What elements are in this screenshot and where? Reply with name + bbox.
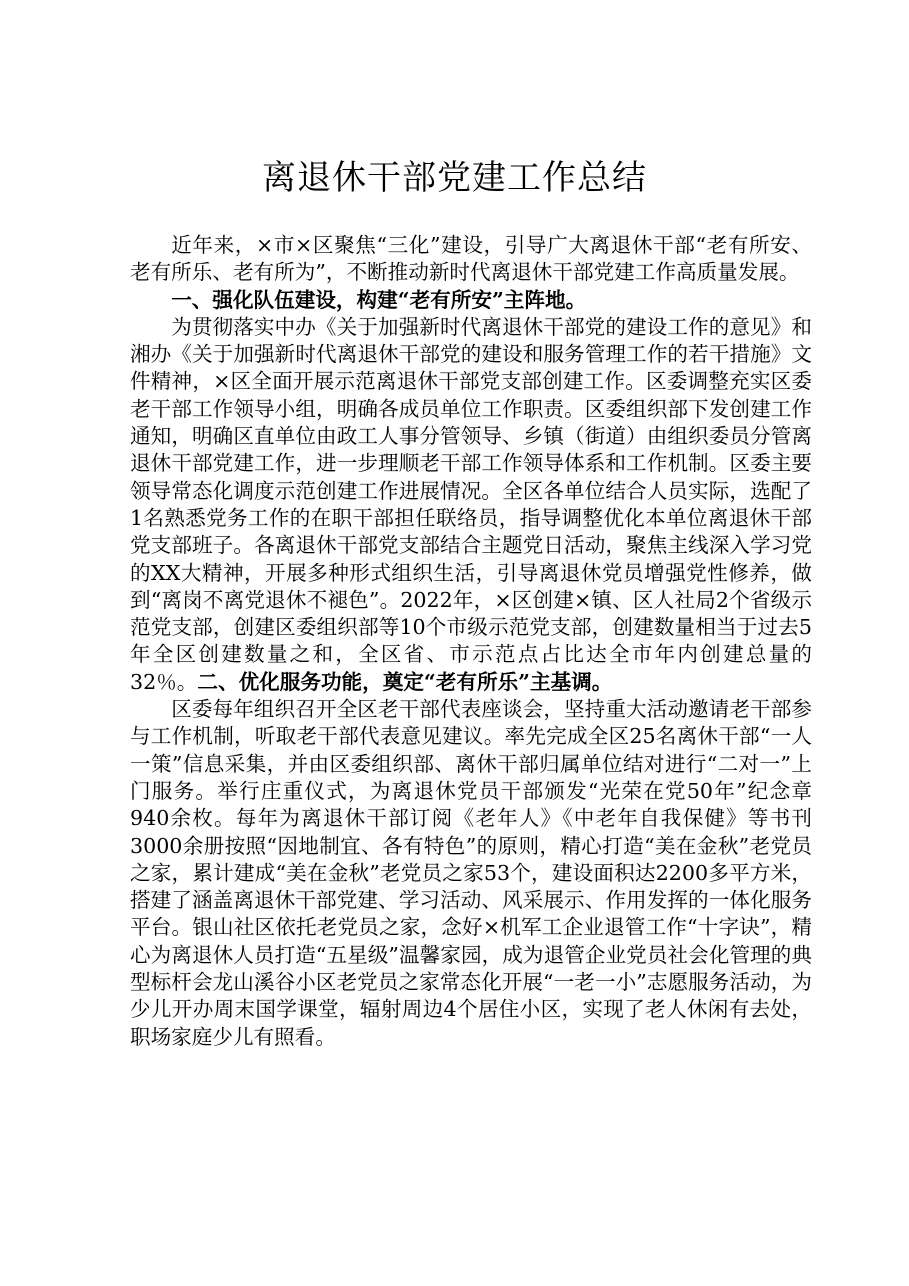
section2-heading: 二、优化服务功能，奠定“老有所乐”主基调。 (197, 669, 613, 694)
section2-paragraph: 区委每年组织召开全区老干部代表座谈会，坚持重大活动邀请老干部参与工作机制，听取老干部代表意见建议。率先完成全区25名离休干部“一人一策”信息采集，并由区委组织部、离休干部归属单位结对进行“二对一”上门服务。举行庄重仪式，为离退休党员干部颁发“光荣在党50年”纪念章940余枚。每年为离退休干部订阅《老年人》《中老年自我保健》等书刊3000余册按照“因地制宜、各有特色”的原则，精心打造“美在金秋”老党员之家，累计建成“美在金秋”老党员之家53个，建设面积达2200多平方米，搭建了涵盖离退休干部党建、学习活动、风采展示、作用发挥的一体化服务平台。银山社区依托老党员之家，念好×机军工企业退管工作“十字诀”，精心为离退休人员打造“五星级”温馨家园，成为退管企业党员社会化管理的典型标杆会龙山溪谷小区老党员之家常态化开展“一老一小”志愿服务活动，为少儿开办周末国学课堂，辐射周边4个居住小区，实现了老人休闲有去处，职场家庭少儿有照看。 (130, 697, 812, 1049)
document-title: 离退休干部党建工作总结 (262, 158, 647, 198)
document-body (130, 232, 812, 1051)
intro-paragraph: 近年来，×市×区聚焦“三化”建设，引导广大离退休干部“老有所安、老有所乐、老有所为”，不断推动新时代离退休干部党建工作高质量发展。 (130, 233, 812, 285)
section1-body: 为贯彻落实中办《关于加强新时代离退休干部党的建设工作的意见》和湘办《关于加强新时代离退休干部党的建设和服务管理工作的若干措施》文件精神，×区全面开展示范离退休干部党支部创建工作。区委调整充实区委老干部工作领导小组，明确各成员单位工作职责。区委组织部下发创建工作通知，明确区直单位由政工人事分管领导、乡镇（街道）由组织委员分管离退休干部党建工作，进一步理顺老干部工作领导体系和工作机制。区委主要领导常态化调度示范创建工作进展情况。全区各单位结合人员实际，选配了1名熟悉党务工作的在职干部担任联络员，指导调整优化本单位离退休干部党支部班子。各离退休干部党支部结合主题党日活动，聚焦主线深入学习党的XX大精神，开展多种形式组织生活，引导离退休党员增强党性修养，做到“离岗不离党退休不褪色”。2022年，×区创建×镇、区人社局2个省级示范党支部，创建区委组织部等10个市级示范党支部，创建数量相当于过去5年全区创建数量之和，全区省、市示范点占比达全市年内创建总量的32％。 (130, 314, 812, 694)
section1-heading: 一、强化队伍建设，构建“老有所安”主阵地。 (171, 287, 587, 312)
section1-paragraph (130, 314, 812, 696)
